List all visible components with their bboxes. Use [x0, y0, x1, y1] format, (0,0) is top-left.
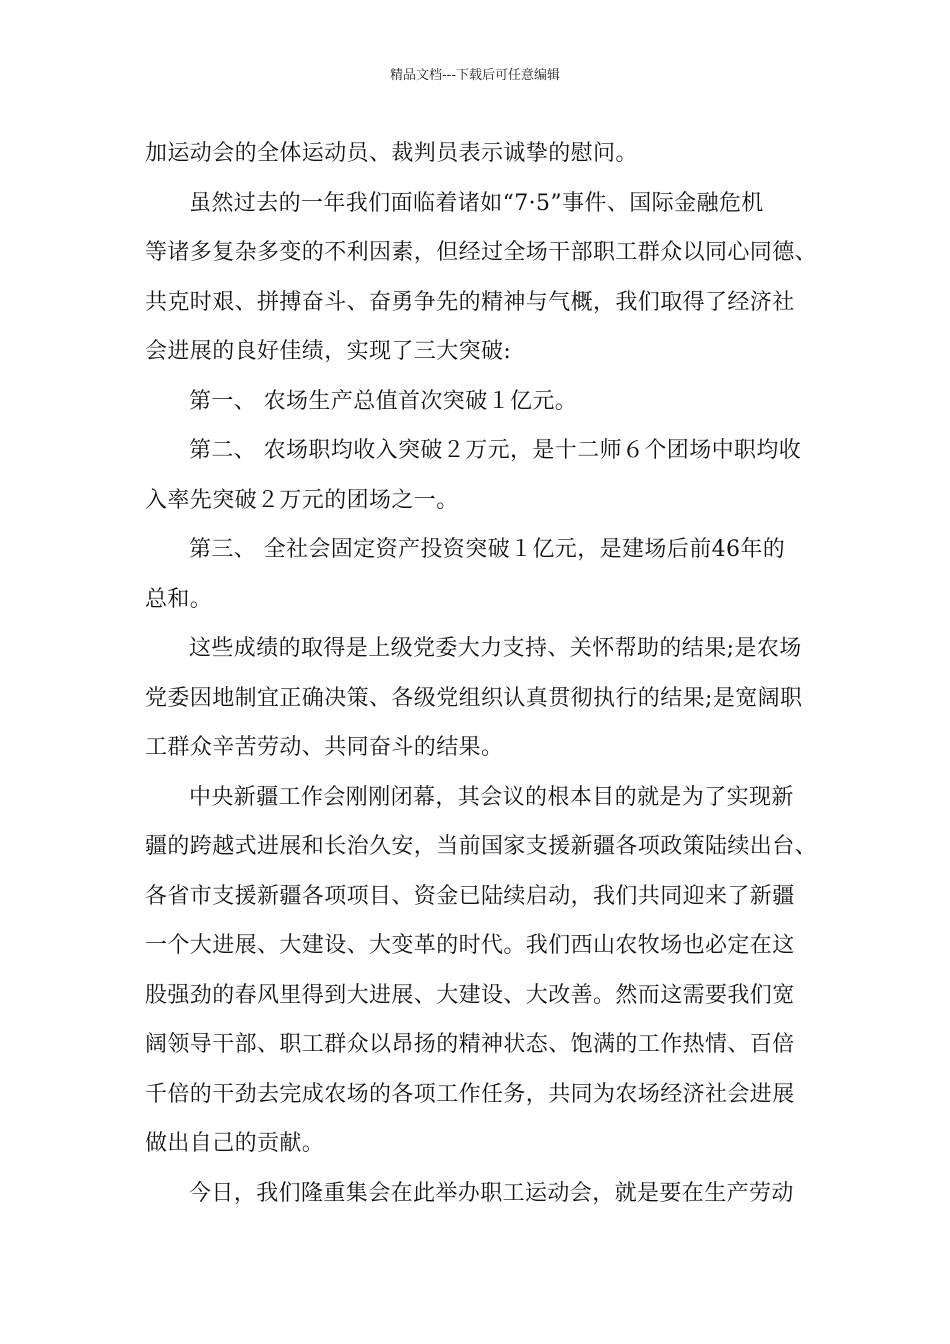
paragraph-start-line: 虽然过去的一年我们面临着诸如“7·5”事件、国际金融危机	[189, 190, 764, 216]
text-line: 各省市支援新疆各项项目、资金已陆续启动，我们共同迎来了新疆	[145, 883, 795, 909]
list-item-second: 第二、 农场职均收入突破２万元，是十二师６个团场中职均收	[189, 438, 802, 463]
text-line: 入率先突破２万元的团场之一。	[145, 487, 459, 513]
page-header: 精品文档---下载后可任意编辑	[389, 68, 561, 83]
list-item-third: 第三、 全社会固定资产投资突破１亿元，是建场后前46年的	[189, 537, 786, 562]
text-line: 疆的跨越式进展和长治久安，当前国家支援新疆各项政策陆续出台、	[145, 834, 818, 859]
paragraph-start-line: 今日，我们隆重集会在此举办职工运动会，就是要在生产劳动	[189, 1180, 794, 1206]
text-line: 加运动会的全体运动员、裁判员表示诚挚的慰问。	[145, 141, 638, 166]
list-item-first: 第一、 农场生产总值首次突破１亿元。	[189, 388, 578, 414]
paragraph-start-line: 中央新疆工作会刚刚闭幕，其会议的根本目的就是为了实现新	[189, 784, 794, 810]
text-line: 股强劲的春风里得到大进展、大建设、大改善。然而这需要我们宽	[145, 982, 795, 1008]
text-line: 总和。	[145, 586, 213, 612]
document-body	[145, 129, 818, 1218]
text-line: 党委因地制宜正确决策、各级党组织认真贯彻执行的结果;是宽阔职	[145, 685, 803, 711]
text-line: 等诸多复杂多变的不利因素，但经过全场干部职工群众以同心同德、	[145, 240, 818, 265]
text-line: 工群众辛苦劳动、共同奋斗的结果。	[145, 735, 504, 760]
text-line: 会进展的良好佳绩，实现了三大突破:	[145, 339, 512, 364]
paragraph-start-line: 这些成绩的取得是上级党委大力支持、关怀帮助的结果;是农场	[189, 636, 802, 661]
text-line: 千倍的干劲去完成农场的各项工作任务，共同为农场经济社会进展	[145, 1081, 795, 1107]
text-line: 一个大进展、大建设、大变革的时代。我们西山农牧场也必定在这	[145, 933, 795, 958]
text-line: 做出自己的贡献。	[145, 1131, 325, 1156]
text-line: 阔领导干部、职工群众以昂扬的精神状态、饱满的工作热情、百倍	[145, 1032, 795, 1057]
text-line: 共克时艰、拼搏奋斗、奋勇争先的精神与气概，我们取得了经济社	[145, 289, 795, 315]
